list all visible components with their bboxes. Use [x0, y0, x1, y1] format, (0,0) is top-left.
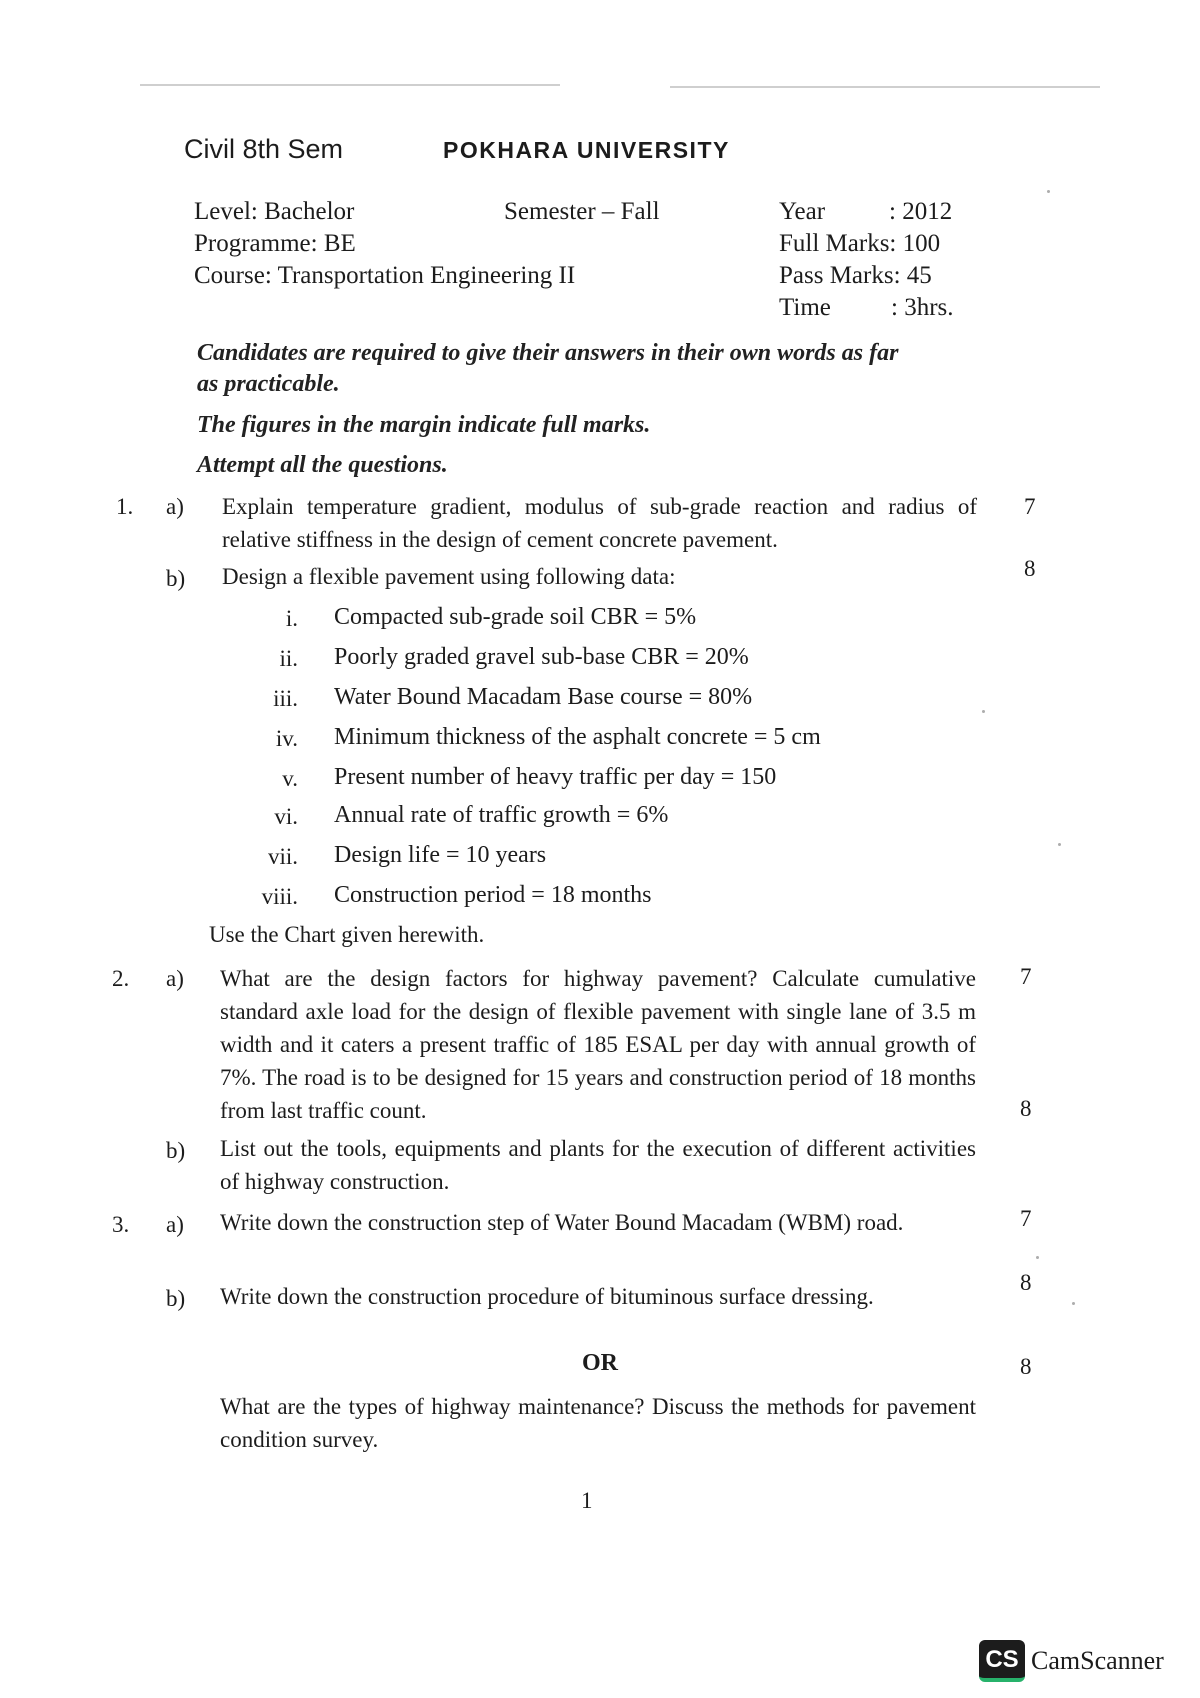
- list-item: Annual rate of traffic growth = 6%: [334, 802, 669, 828]
- programme-text: Programme: BE: [194, 230, 356, 257]
- camscanner-text: CamScanner: [1031, 1646, 1164, 1675]
- scan-speck: [1036, 1256, 1039, 1259]
- list-item-number: ii.: [279, 646, 298, 671]
- q1-part-b-label: b): [166, 566, 186, 591]
- q2-part-b-label: b): [166, 1138, 186, 1163]
- instruction-line-1b: as practicable.: [197, 371, 340, 397]
- question-number-3: 3.: [112, 1212, 130, 1237]
- time-row: [779, 292, 954, 324]
- question-number-2: 2.: [112, 966, 130, 991]
- time-value: : 3hrs.: [891, 294, 954, 321]
- question-number-1: 1.: [116, 494, 134, 519]
- instruction-line-3: Attempt all the questions.: [197, 452, 448, 478]
- instruction-line-1a: Candidates are required to give their answers in their own words as far: [197, 340, 899, 366]
- scan-speck: [1047, 190, 1050, 193]
- pass-marks-text: Pass Marks: 45: [779, 262, 932, 289]
- list-item: Design life = 10 years: [334, 842, 547, 868]
- list-item-number: i.: [285, 606, 298, 631]
- q2-part-b-text: List out the tools, equipments and plants for the execution of different activities of highway construction.: [220, 1136, 976, 1194]
- semester-text: Semester – Fall: [504, 198, 660, 225]
- page-number: 1: [581, 1488, 593, 1513]
- scan-speck: [982, 710, 985, 713]
- q3-part-b-label: b): [166, 1286, 186, 1311]
- list-item: Present number of heavy traffic per day = 150: [334, 764, 777, 790]
- q1-part-b-text: Design a flexible pavement using following data:: [222, 564, 676, 589]
- meta-right: [779, 196, 954, 324]
- scan-speck: [1058, 843, 1061, 846]
- or-label: OR: [582, 1350, 618, 1376]
- q2-a-marks: 7: [1020, 964, 1032, 989]
- camscanner-watermark: [979, 1640, 1164, 1682]
- q3-part-a-text: Write down the construction step of Water Bound Macadam (WBM) road.: [220, 1210, 904, 1235]
- scan-artifact-line: [140, 84, 560, 86]
- list-item-number: iii.: [273, 686, 298, 711]
- list-item-number: vii.: [267, 844, 298, 869]
- university-title: POKHARA UNIVERSITY: [443, 137, 730, 163]
- time-key: Time: [779, 294, 831, 321]
- year-value: : 2012: [889, 198, 953, 225]
- scan-speck: [1072, 1302, 1075, 1305]
- q2-part-a-text: What are the design factors for highway pavement? Calculate cumulative standard axle load for the design of flexible pavement with single lane of 3.5 m width and it caters a present traffic of 185 ESAL per day with annual growth of 7%. The road is to be designed for 15 years and construction period of 18 months from last traffic count.: [220, 966, 976, 1123]
- q2-b-marks: 8: [1020, 1096, 1032, 1121]
- list-item-number: v.: [282, 766, 298, 791]
- q1-a-marks: 7: [1024, 494, 1036, 519]
- q1-chart-note: Use the Chart given herewith.: [209, 922, 485, 947]
- scan-artifact-line: [670, 86, 1100, 88]
- q2-part-a-label: a): [166, 966, 184, 991]
- instruction-line-2: The figures in the margin indicate full marks.: [197, 412, 651, 438]
- q3-b-marks: 8: [1020, 1270, 1032, 1295]
- q3-part-a-label: a): [166, 1212, 184, 1237]
- year-key: Year: [779, 198, 826, 225]
- year-row: [779, 196, 954, 228]
- list-item-number: vi.: [274, 804, 298, 829]
- q1-part-a-label: a): [166, 494, 184, 519]
- list-item: Construction period = 18 months: [334, 882, 652, 908]
- list-item: Poorly graded gravel sub-base CBR = 20%: [334, 644, 749, 670]
- list-item: Compacted sub-grade soil CBR = 5%: [334, 604, 697, 630]
- list-item: Minimum thickness of the asphalt concrete = 5 cm: [334, 724, 821, 750]
- level-text: Level: Bachelor: [194, 198, 355, 225]
- q3-a-marks: 7: [1020, 1206, 1032, 1231]
- q3-or-text: What are the types of highway maintenance? Discuss the methods for pavement condition survey.: [220, 1394, 976, 1452]
- list-item-number: viii.: [261, 884, 298, 909]
- list-item-number: iv.: [275, 726, 298, 751]
- list-item: Water Bound Macadam Base course = 80%: [334, 684, 753, 710]
- q3-part-b-text: Write down the construction procedure of bituminous surface dressing.: [220, 1284, 874, 1309]
- full-marks-text: Full Marks: 100: [779, 230, 941, 257]
- camscanner-logo-icon: CS: [979, 1640, 1025, 1682]
- q1-b-marks: 8: [1024, 556, 1036, 581]
- q1-part-a-text: Explain temperature gradient, modulus of sub-grade reaction and radius of relative stiffness in the design of cement concrete pavement.: [222, 494, 977, 552]
- course-text: Course: Transportation Engineering II: [194, 262, 576, 289]
- q3-or-marks: 8: [1020, 1354, 1032, 1379]
- header-tag: Civil 8th Sem: [184, 134, 344, 164]
